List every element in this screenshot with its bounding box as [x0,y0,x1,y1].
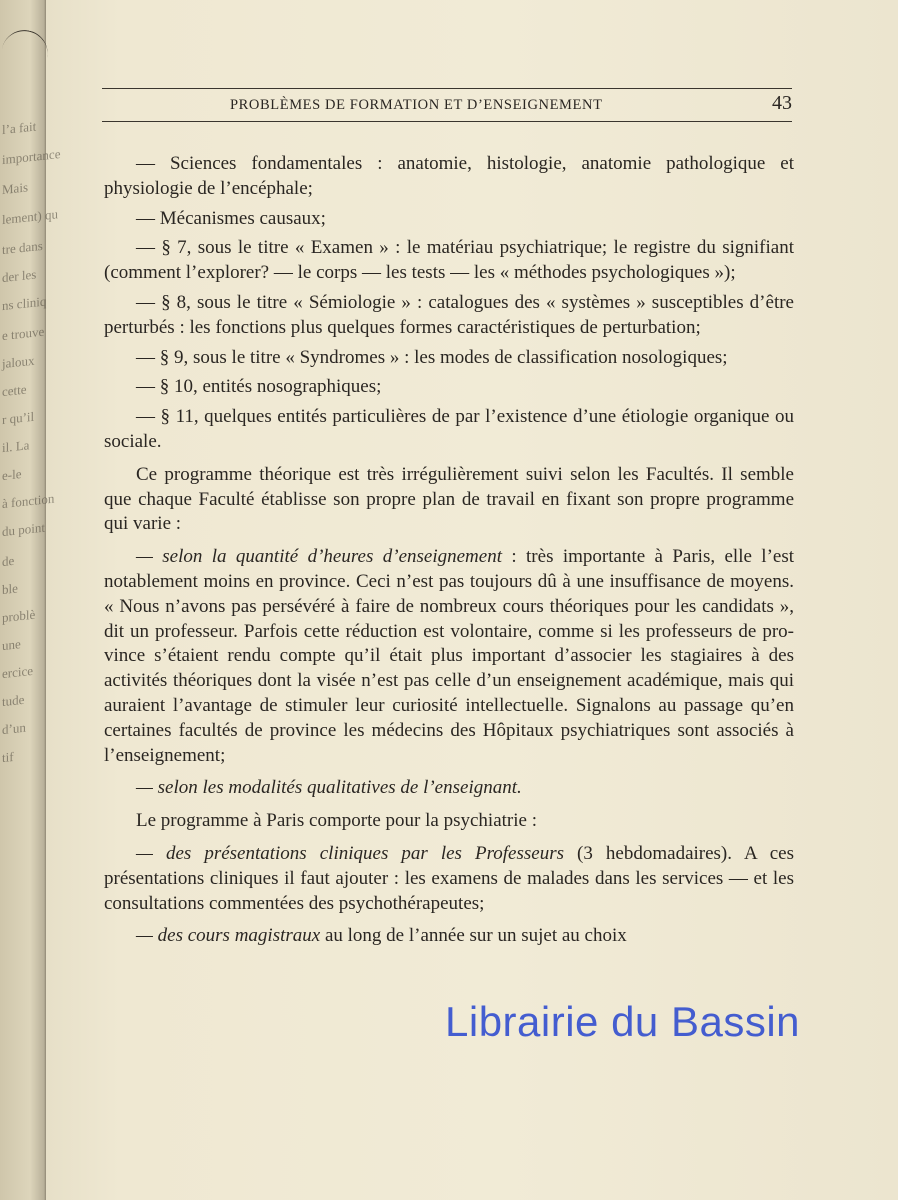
paragraph: — des cours magistraux au long de l’année sur un sujet au choix [136,925,627,947]
bleed-text: cette [2,381,27,400]
page-curl [0,26,52,95]
bleed-text: il. La [2,437,30,456]
running-title: PROBLÈMES DE FORMATION ET D’ENSEIGNEMENT [230,97,603,113]
bleed-text: ns cliniq [2,293,47,314]
facing-page-edge [0,0,61,1200]
bleed-text: du point [2,519,45,540]
paragraph: — § 8, sous le titre « Sémiologie » : catalogues des « systèmes » susceptibles d’être perturbés : les fonctions plus quelques formes caractéristiques de perturbation; [104,291,794,338]
bleed-text: une [2,636,21,654]
bleed-text: d’un [2,719,26,738]
header-rule-top [102,88,792,89]
bleed-text: r qu’il [2,408,35,428]
paragraph: — § 10, entités nosographiques; [136,376,382,398]
bleed-text: ble [2,580,18,598]
bleed-text: ercice [2,662,34,682]
italic-lead: — des présentations cliniques par les Professeurs [136,842,564,864]
paragraph: Le programme à Paris comporte pour la psychiatrie : [136,810,537,832]
paragraph: — des présentations cliniques par les Professeurs (3 hebdomadaires). A ces présentations cliniques il faut ajouter : les examens de malades dans les services — et les consultations commentées des psychothérapeutes; [104,842,794,914]
paragraph: — Mécanismes causaux; [136,207,326,229]
paragraph: — § 7, sous le titre « Examen » : le matériau psychiatrique; le registre du signifiant (comment l’explorer? — le corps — les tests — les « méthodes psychologiques »); [104,237,794,284]
running-header [102,88,792,124]
body-text [104,152,794,954]
bleed-text: e trouve [2,323,45,344]
bleed-text: l’a fait [2,118,37,138]
bleed-text: importance [2,145,61,168]
bleed-text: tif [2,748,14,766]
watermark: Librairie du Bassin [445,998,801,1045]
paragraph: — § 11, quelques entités particulières de par l’existence d’une étiologie organique ou sociale. [104,406,794,452]
bleed-text: der les [2,266,37,286]
bleed-text: e-le [2,466,22,484]
italic-lead: — selon la quantité d’heures d’enseignement [136,546,502,568]
bleed-text: de [2,552,15,570]
italic-lead: — selon les modalités qualitatives de l’enseignant. [136,777,522,799]
bleed-text: problè [2,606,36,626]
paragraph: — selon la quantité d’heures d’enseignement : très importante à Paris, elle l’est notablement moins en province. Ceci n’est pas toujours dû à une insuffisance de moyens. « Nous n’avons pas persévéré à faire de nombreux cours théoriques pour les candidats », dit un professeur. Parfois cette réduction est volontaire, comme si les professeurs de province s’étaient rendu compte qu’il était plus important d’associer les stagiaires à des activités théoriques dont la visée n’est pas celle d’un enseignement académique, mais qui auraient l’avantage de stimuler leur curiosité intellectuelle. Signalons au passage qu’en certaines facultés de province les médecins des Hôpitaux psychiatriques sont associés à l’enseignement; [104,546,795,766]
italic-lead: — des cours magistraux [136,925,321,947]
paragraph [104,776,794,801]
bleed-text: lement) qu [2,206,58,228]
bleed-text: Mais [2,179,28,198]
header-rule-bottom [102,121,792,122]
bleed-text: tude [2,691,25,710]
paragraph: Ce programme théorique est très irrégulièrement suivi selon les Facultés. Il semble que chaque Faculté établisse son propre plan de travail en fixant son propre programme qui varie : [104,463,794,535]
paragraph: — § 9, sous le titre « Syndromes » : les modes de classification nosologiques; [136,346,728,368]
page-number: 43 [772,92,792,114]
paragraph: — Sciences fondamentales : anatomie, histologie, anatomie pathologique et physiologie de l’encéphale; [104,153,794,199]
bleed-text: tre dans [2,237,43,258]
bleed-text: jaloux [2,352,35,372]
bleed-text: à fonction [2,490,55,512]
